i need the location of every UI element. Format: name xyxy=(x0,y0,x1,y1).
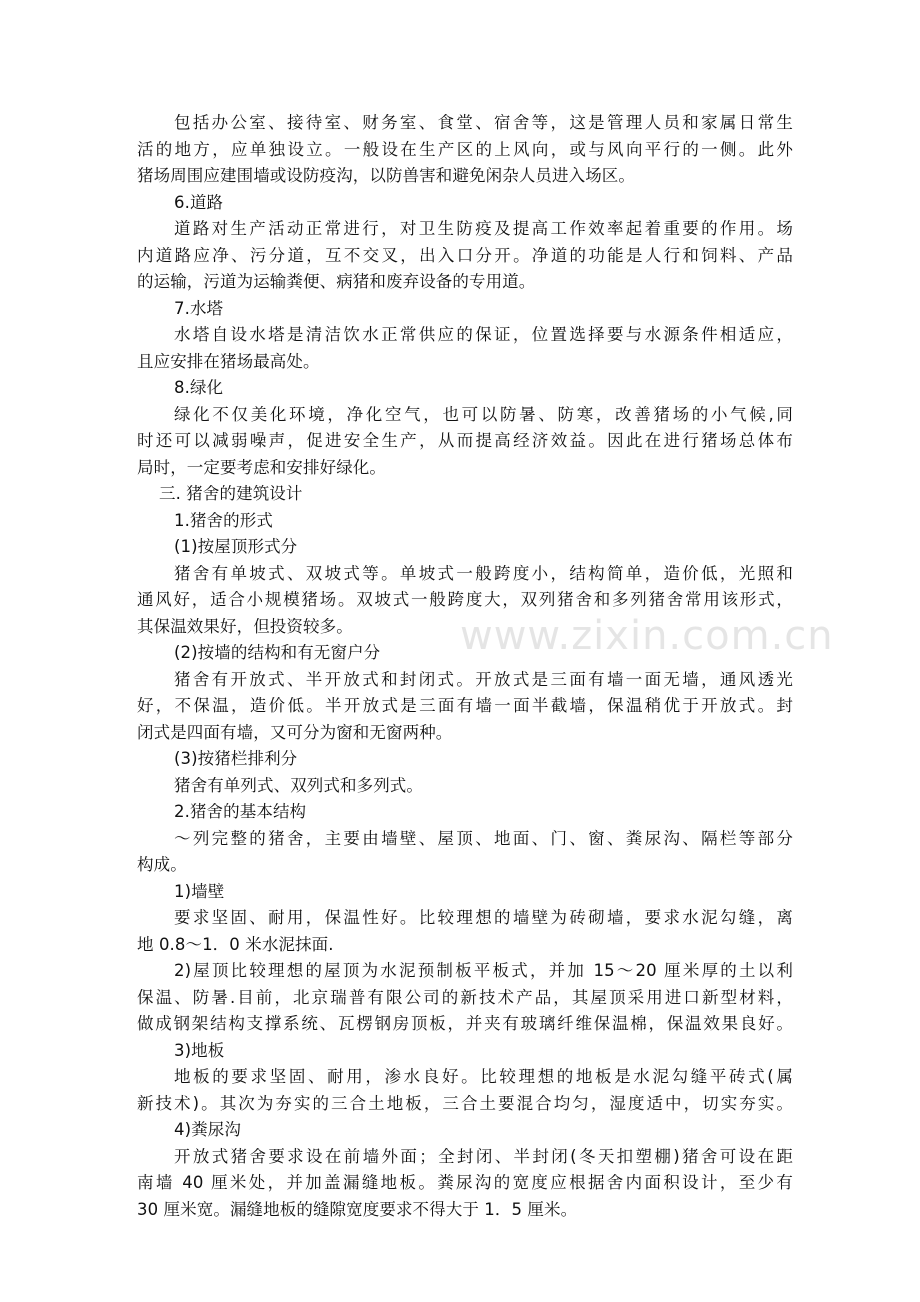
paragraph-line: 其保温效果好，但投资较多。 xyxy=(137,616,353,636)
paragraph-line: 水塔自设水塔是清洁饮水正常供应的保证，位置选择要与水源条件相适应， xyxy=(174,325,793,344)
paragraph-line: 地 0.8～1．0 米水泥抹面. xyxy=(137,934,334,954)
paragraph-line: 且应安排在猪场最高处。 xyxy=(137,351,320,371)
paragraph-line: 做成钢架结构支撑系统、瓦楞钢房顶板，并夹有玻璃纤维保温棉，保温效果良好。 xyxy=(137,1014,793,1033)
paragraph-line: 猪舍有单坡式、双坡式等。单坡式一般跨度小，结构简单，造价低，光照和 xyxy=(174,563,793,583)
paragraph-line: 局时，一定要考虑和安排好绿化。 xyxy=(137,457,386,477)
section-heading: 8.绿化 xyxy=(174,378,224,397)
paragraph-line: 2)屋顶比较理想的屋顶为水泥预制板平板式，并加 15～20 厘米厚的土以利 xyxy=(174,961,793,980)
paragraph-line: 南墙 40 厘米处，并加盖漏缝地板。粪尿沟的宽度应根据舍内面积设计，至少有 xyxy=(137,1173,793,1192)
section-heading: 7.水塔 xyxy=(174,298,224,318)
subsection-heading: (1)按屋顶形式分 xyxy=(174,537,298,556)
section-heading: 2.猪舍的基本结构 xyxy=(174,802,307,821)
subsection-heading: 3)地板 xyxy=(174,1040,225,1060)
paragraph-line: 地板的要求坚固、耐用，渗水良好。比较理想的地板是水泥勾缝平砖式(属 xyxy=(174,1067,793,1086)
section-heading: 1.猪舍的形式 xyxy=(174,510,273,530)
paragraph-line: 包括办公室、接待室、财务室、食堂、宿舍等，这是管理人员和家属日常生 xyxy=(174,113,793,132)
paragraph-line: 时还可以减弱噪声，促进安全生产，从而提高经济效益。因此在进行猪场总体布 xyxy=(137,431,793,450)
paragraph-line: 开放式猪舍要求设在前墙外面；全封闭、半封闭(冬天扣塑棚)猪舍可设在距 xyxy=(174,1146,793,1166)
paragraph-line: 通风好，适合小规模猪场。双坡式一般跨度大，双列猪舍和多列猪舍常用该形式， xyxy=(137,590,793,609)
subsection-heading: 1)墙壁 xyxy=(174,881,225,901)
document-body xyxy=(137,110,793,1223)
paragraph-line: 闭式是四面有墙，又可分为窗和无窗两种。 xyxy=(137,722,453,742)
chapter-heading: 三. 猪舍的建筑设计 xyxy=(159,484,303,503)
section-heading: 6.道路 xyxy=(174,192,224,212)
watermark: www.zixin.com.cn xyxy=(460,613,834,659)
paragraph-line: 保温、防暑.目前，北京瑞普有限公司的新技术产品，其屋顶采用进口新型材料， xyxy=(137,987,793,1007)
paragraph-line: 内道路应净、污分道，互不交叉，出入口分开。净道的功能是人行和饲料、产品 xyxy=(137,245,793,265)
paragraph-line: 活的地方，应单独设立。一般设在生产区的上风向，或与风向平行的一侧。此外 xyxy=(137,139,793,159)
subsection-heading: (3)按猪栏排利分 xyxy=(174,749,298,768)
paragraph-line: 猪场周围应建围墙或设防疫沟，以防兽害和避免闲杂人员进入场区。 xyxy=(137,166,635,185)
paragraph-line: 构成。 xyxy=(137,855,187,874)
paragraph-line: ～列完整的猪舍，主要由墙壁、屋顶、地面、门、窗、粪尿沟、隔栏等部分 xyxy=(174,828,793,848)
paragraph-line: 道路对生产活动正常进行，对卫生防疫及提高工作效率起着重要的作用。场 xyxy=(174,219,793,238)
paragraph-line: 的运输，污道为运输粪便、病猪和废弃设备的专用道。 xyxy=(137,272,536,291)
paragraph-line: 猪舍有单列式、双列式和多列式。 xyxy=(174,775,423,795)
subsection-heading: 4)粪尿沟 xyxy=(174,1120,241,1139)
paragraph-line: 猪舍有开放式、半开放式和封闭式。开放式是三面有墙一面无墙，通风透光 xyxy=(174,669,793,689)
paragraph-line: 绿化不仅美化环境，净化空气，也可以防暑、防寒，改善猪场的小气候,同 xyxy=(174,404,793,424)
paragraph-line: 30 厘米宽。漏缝地板的缝隙宽度要求不得大于 1．5 厘米。 xyxy=(137,1199,578,1219)
paragraph-line: 好，不保温，造价低。半开放式是三面有墙一面半截墙，保温稍优于开放式。封 xyxy=(137,696,793,715)
paragraph-line: 新技术)。其次为夯实的三合土地板，三合土要混合均匀，湿度适中，切实夯实。 xyxy=(137,1093,793,1113)
paragraph-line: 要求坚固、耐用，保温性好。比较理想的墙壁为砖砌墙，要求水泥勾缝，离 xyxy=(174,908,793,927)
subsection-heading: (2)按墙的结构和有无窗户分 xyxy=(174,643,381,662)
